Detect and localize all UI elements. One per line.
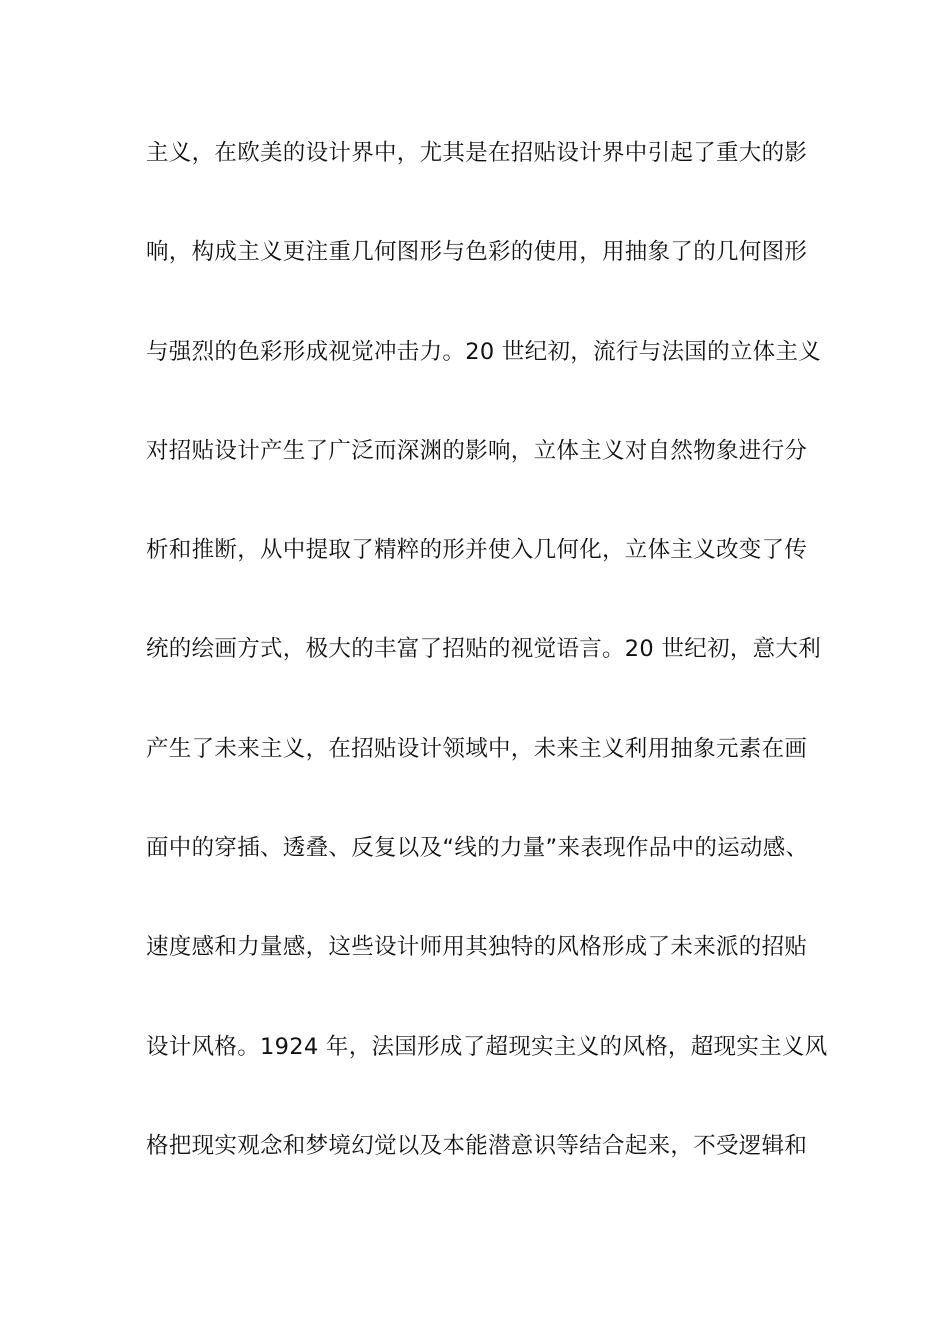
text-line-2: 响，构成主义更注重几何图形与色彩的使用，用抽象了的几何图形	[146, 239, 808, 266]
text-line-5: 析和推断，从中提取了精粹的形并使入几何化，立体主义改变了传	[146, 537, 808, 564]
body-paragraph	[146, 127, 826, 1219]
text-line-10: 设计风格。1924 年，法国形成了超现实主义的风格，超现实主义风	[146, 1033, 828, 1060]
text-line-6: 统的绘画方式，极大的丰富了招贴的视觉语言。20 世纪初，意大利	[146, 636, 822, 663]
text-line-4: 对招贴设计产生了广泛而深渊的影响，立体主义对自然物象进行分	[146, 437, 808, 464]
text-line-1: 主义，在欧美的设计界中，尤其是在招贴设计界中引起了重大的影	[146, 140, 808, 166]
text-line-9: 速度感和力量感，这些设计师用其独特的风格形成了未来派的招贴	[146, 934, 808, 961]
text-line-7: 产生了未来主义，在招贴设计领域中，未来主义利用抽象元素在画	[146, 735, 808, 762]
text-line-3: 与强烈的色彩形成视觉冲击力。20 世纪初，流行与法国的立体主义	[146, 338, 822, 365]
text-line-11: 格把现实观念和梦境幻觉以及本能潜意识等结合起来，不受逻辑和	[146, 1132, 808, 1159]
text-line-8: 面中的穿插、透叠、反复以及“线的力量”来表现作品中的运动感、	[146, 835, 809, 862]
